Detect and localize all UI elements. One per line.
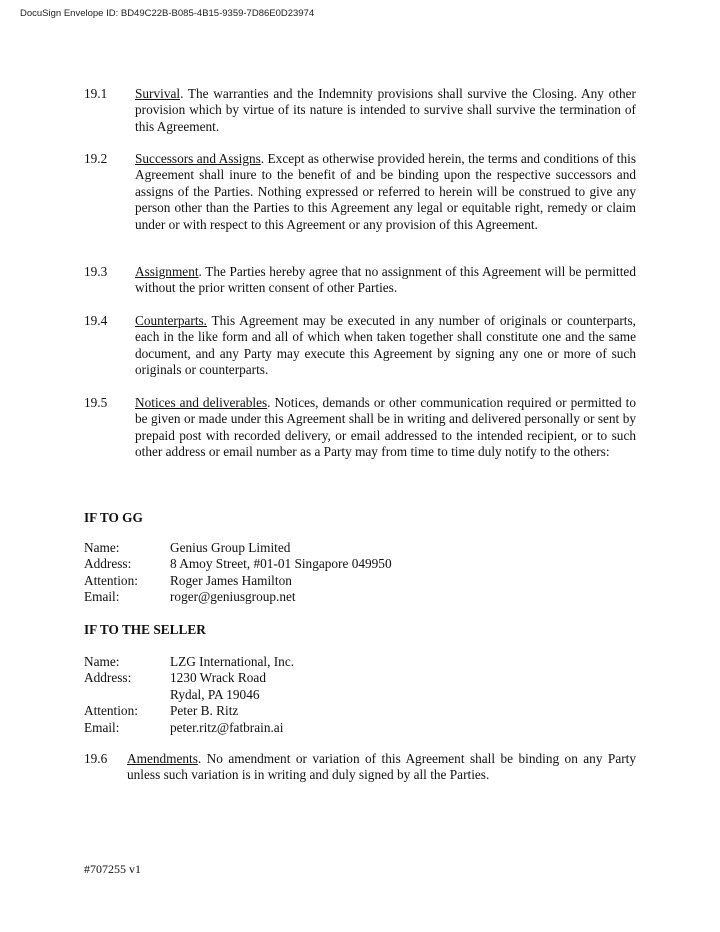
clause-title: Successors and Assigns xyxy=(135,151,261,166)
clause-19-1: 19.1 Survival. The warranties and the Indemnity provisions shall survive the Closing. Any other provision which by virtue of its nature is intended to survive shall survive the termination of this Agreement. xyxy=(84,86,636,134)
seller-attention: Peter B. Ritz xyxy=(170,703,239,719)
clause-text: Except as otherwise provided herein, the terms and conditions of this Agreement shall inure to the benefit of and be binding upon the respective successors and assigns of the Parties. Nothing expressed or referred to herein will be construed to give any person other than the Parties to this Agreement any legal or equitable right, remedy or claim under or with respect to this Agreement or any provision of this Agreement. xyxy=(135,151,636,232)
seller-email: peter.ritz@fatbrain.ai xyxy=(170,719,284,735)
clause-text: The warranties and the Indemnity provisions shall survive the Closing. Any other provision which by virtue of its nature is intended to survive shall survive the termination of this Agreement. xyxy=(135,86,636,134)
clause-number: 19.5 xyxy=(84,395,108,410)
clause-title: Survival xyxy=(135,86,181,101)
notice-heading-seller: IF TO THE SELLER xyxy=(84,622,206,637)
clause-text: Notices, demands or other communication required or permitted to be given or made under this Agreement shall be in writing and delivered personally or sent by prepaid post with recorded delivery, or email addressed to the intended recipient, or to such other address or email number as a Party may from time to time duly notify to the others: xyxy=(135,395,636,460)
clause-number: 19.1 xyxy=(84,86,108,101)
clause-title: Amendments xyxy=(127,751,198,766)
document-footer-id: #707255 v1 xyxy=(84,862,141,876)
gg-address: 8 Amoy Street, #01-01 Singapore 049950 xyxy=(170,556,392,572)
clause-19-2: 19.2 Successors and Assigns. Except as otherwise provided herein, the terms and conditions of this Agreement shall inure to the benefit of and be binding upon the respective successors and assigns of the Parties. Nothing expressed or referred to herein will be construed to give any person other than the Parties to this Agreement any legal or equitable right, remedy or claim under or with respect to this Agreement or any provision of this Agreement. xyxy=(84,151,636,232)
clause-19-6: 19.6 Amendments. No amendment or variation of this Agreement shall be binding on any Party unless such variation is in writing and duly signed by all the Parties. xyxy=(84,751,636,783)
seller-name: LZG International, Inc. xyxy=(170,654,295,669)
notice-address-seller: Name: LZG International, Inc. Address: 1230 Wrack Road Rydal, PA 19046 Attention: Peter B. Ritz Email: peter.ritz@fatbrain.ai xyxy=(84,654,295,735)
clause-title: Counterparts. xyxy=(135,313,208,328)
gg-attention: Roger James Hamilton xyxy=(170,572,292,588)
clause-text: The Parties hereby agree that no assignment of this Agreement will be permitted without the prior written consent of other Parties. xyxy=(135,264,636,296)
clause-number: 19.6 xyxy=(84,751,108,766)
clause-text: This Agreement may be executed in any number of originals or counterparts, each in the like form and all of which when taken together shall constitute one and the same document, and any Party may execute this Agreement by signing any one or more of such originals or counterparts. xyxy=(135,313,636,378)
clause-number: 19.3 xyxy=(84,264,108,279)
notice-address-gg: Name: Genius Group Limited Address: 8 Amoy Street, #01-01 Singapore 049950 Attention: Roger James Hamilton Email: roger@geniusgroup.net xyxy=(84,540,392,605)
clause-text: No amendment or variation of this Agreement shall be binding on any Party unless such variation is in writing and duly signed by all the Parties. xyxy=(127,751,636,783)
clause-19-4 xyxy=(84,313,636,379)
seller-address-line2: Rydal, PA 19046 xyxy=(170,686,260,702)
gg-name: Genius Group Limited xyxy=(170,540,291,555)
clause-title: Notices and deliverables xyxy=(135,395,268,410)
clause-number: 19.4 xyxy=(84,313,108,328)
clause-title: Assignment xyxy=(135,264,199,279)
docusign-envelope-id: DocuSign Envelope ID: BD49C22B-B085-4B15-9359-7D86E0D23974 xyxy=(20,8,315,19)
clause-19-5: 19.5 Notices and deliverables. Notices, demands or other communication required or permitted to be given or made under this Agreement shall be in writing and delivered personally or sent by prepaid post with recorded delivery, or email addressed to the intended recipient, or to such other address or email number as a Party may from time to time duly notify to the others: xyxy=(84,395,636,460)
gg-email: roger@geniusgroup.net xyxy=(170,589,296,605)
seller-address-line1: 1230 Wrack Road xyxy=(170,670,266,686)
notice-heading-gg: IF TO GG xyxy=(84,510,143,525)
clause-number: 19.2 xyxy=(84,151,108,166)
clause-19-3: 19.3 Assignment. The Parties hereby agree that no assignment of this Agreement will be permitted without the prior written consent of other Parties. xyxy=(84,264,636,296)
